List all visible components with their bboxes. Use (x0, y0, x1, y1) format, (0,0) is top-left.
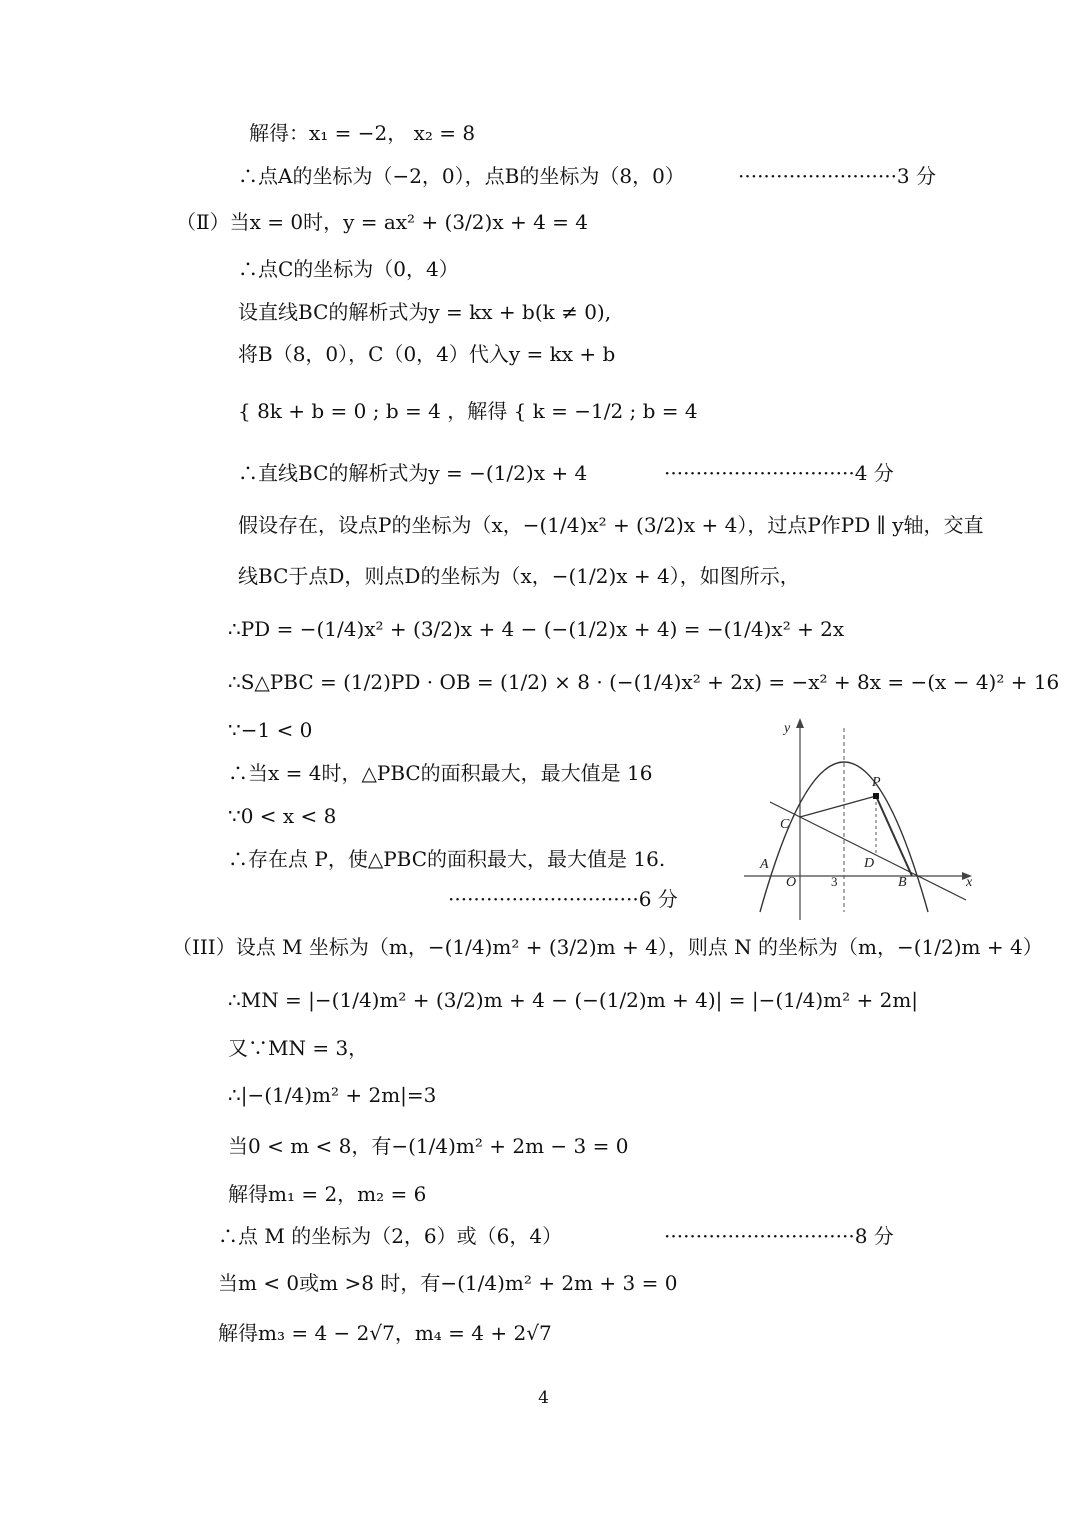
text-line: 又∵MN = 3， (228, 1036, 369, 1060)
text-line: 假设存在，设点P的坐标为（x，−(1/4)x² + (3/2)x + 4），过点P作PD ∥ y轴，交直 (238, 513, 984, 537)
x-axis-label: x (966, 875, 973, 890)
text-line: ∴当x = 4时，△PBC的面积最大，最大值是 16 (228, 761, 653, 785)
text-line: （III）设点 M 坐标为（m，−(1/4)m² + (3/2)m + 4），则点 N 的坐标为（m，−(1/2)m + 4） (172, 935, 1043, 959)
text-line: ∴PD = −(1/4)x² + (3/2)x + 4 − (−(1/2)x + 4) = −(1/4)x² + 2x (228, 617, 845, 641)
text-line: ∴点A的坐标为（−2，0），点B的坐标为（8，0） (238, 164, 685, 188)
equation-system: { 8k + b = 0 ; b = 4 ，解得 { k = −1/2 ; b = 4 (238, 399, 698, 423)
label-c: C (780, 817, 790, 832)
text-line: 线BC于点D，则点D的坐标为（x，−(1/2)x + 4），如图所示， (238, 564, 800, 588)
text-line: 解得：x₁ = −2， x₂ = 8 (249, 121, 476, 145)
label-d: D (864, 856, 875, 871)
parabola-figure (740, 712, 980, 922)
text-line: ∴S△PBC = (1/2)PD · OB = (1/2) × 8 · (−(1/4)x² + 2x) = −x² + 8x = −(x − 4)² + 16 (228, 670, 1060, 694)
score-mark: ······························6 分 (448, 887, 678, 911)
label-b: B (898, 875, 907, 890)
label-o: O (786, 875, 797, 890)
text-line: ∴MN = |−(1/4)m² + (3/2)m + 4 − (−(1/2)m + 4)| = |−(1/4)m² + 2m| (228, 988, 919, 1012)
text-line: ∴|−(1/4)m² + 2m|=3 (228, 1083, 437, 1107)
segment-pc (800, 796, 876, 817)
text-line: ∴点 M 的坐标为（2，6）或（6，4） (218, 1224, 563, 1248)
text-line: 当m < 0或m >8 时，有−(1/4)m² + 2m + 3 = 0 (218, 1271, 678, 1295)
text-line: 设直线BC的解析式为y = kx + b(k ≠ 0), (238, 300, 612, 324)
text-line: 将B（8，0），C（0，4）代入y = kx + b (238, 342, 616, 366)
label-p: P (872, 775, 881, 790)
score-mark: ······························4 分 (664, 461, 894, 485)
score-mark: ·························3 分 (738, 164, 937, 188)
text-line: ∴直线BC的解析式为y = −(1/2)x + 4 (238, 461, 588, 485)
page-number: 4 (538, 1388, 549, 1408)
y-axis-arrow (796, 718, 804, 728)
text-line: ∴存在点 P，使△PBC的面积最大，最大值是 16. (228, 847, 666, 871)
score-mark: ······························8 分 (664, 1224, 894, 1248)
point-p (873, 793, 879, 799)
y-axis-label: y (784, 721, 791, 736)
text-line: ∵−1 < 0 (228, 718, 313, 742)
text-line: 当0 < m < 8，有−(1/4)m² + 2m − 3 = 0 (228, 1134, 629, 1158)
text-line: ∴点C的坐标为（0，4） (238, 257, 459, 281)
label-a: A (760, 857, 769, 872)
text-line: 解得m₃ = 4 − 2√7，m₄ = 4 + 2√7 (218, 1321, 552, 1345)
label-three: 3 (831, 874, 838, 889)
text-line: ∵0 < x < 8 (228, 804, 337, 828)
text-line: （Ⅱ）当x = 0时，y = ax² + (3/2)x + 4 = 4 (176, 210, 589, 234)
text-line: 解得m₁ = 2，m₂ = 6 (228, 1182, 427, 1206)
